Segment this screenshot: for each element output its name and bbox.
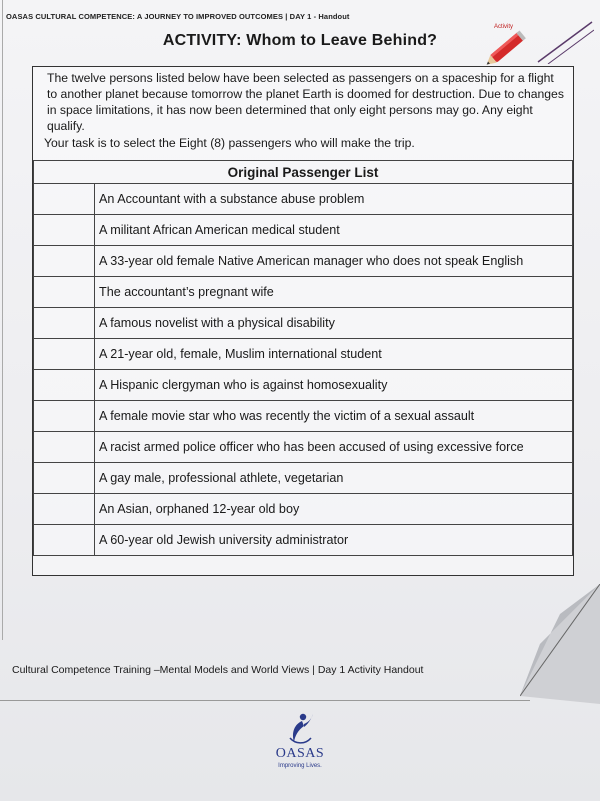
selection-cell[interactable] bbox=[34, 432, 95, 463]
footer-divider bbox=[0, 700, 530, 701]
table-row bbox=[34, 246, 573, 277]
svg-text:Activity: Activity bbox=[494, 24, 514, 30]
table-row bbox=[34, 401, 573, 432]
program-header: OASAS CULTURAL COMPETENCE: A JOURNEY TO IMPROVED OUTCOMES | DAY 1 - Handout bbox=[6, 12, 350, 21]
table-row bbox=[34, 525, 573, 556]
selection-cell[interactable] bbox=[34, 277, 95, 308]
passenger-description: An Accountant with a substance abuse problem bbox=[95, 184, 573, 215]
table-row bbox=[34, 339, 573, 370]
passenger-description: A 33-year old female Native American manager who does not speak English bbox=[95, 246, 573, 277]
selection-cell[interactable] bbox=[34, 308, 95, 339]
table-row bbox=[34, 432, 573, 463]
selection-cell[interactable] bbox=[34, 494, 95, 525]
selection-cell[interactable] bbox=[34, 184, 95, 215]
selection-cell[interactable] bbox=[34, 246, 95, 277]
passenger-description: A 60-year old Jewish university administrator bbox=[95, 525, 573, 556]
passenger-description: The accountant’s pregnant wife bbox=[95, 277, 573, 308]
passenger-description: A militant African American medical student bbox=[95, 215, 573, 246]
selection-cell[interactable] bbox=[34, 370, 95, 401]
footer-text: Cultural Competence Training –Mental Models and World Views | Day 1 Activity Handout bbox=[12, 664, 424, 676]
person-logo-icon bbox=[285, 712, 315, 746]
page-curl bbox=[520, 584, 600, 704]
selection-cell[interactable] bbox=[34, 525, 95, 556]
selection-cell[interactable] bbox=[34, 463, 95, 494]
logo-name: OASAS bbox=[275, 746, 325, 761]
passenger-description: A racist armed police officer who has been accused of using excessive force bbox=[95, 432, 573, 463]
intro-paragraph: The twelve persons listed below have been selected as passengers on a spaceship for a flight to another planet because tomorrow the planet Earth is doomed for destruction. Due to changes in space limitations, it has now been determined that only eight persons may go. Any eight qualify. bbox=[47, 71, 564, 133]
passenger-description: A gay male, professional athlete, vegetarian bbox=[95, 463, 573, 494]
selection-cell[interactable] bbox=[34, 401, 95, 432]
selection-cell[interactable] bbox=[34, 339, 95, 370]
table-row bbox=[34, 215, 573, 246]
table-row bbox=[34, 277, 573, 308]
table-row bbox=[34, 463, 573, 494]
table-row bbox=[34, 494, 573, 525]
table-heading: Original Passenger List bbox=[34, 161, 573, 184]
page-edge bbox=[2, 0, 3, 640]
task-instruction: Your task is to select the Eight (8) passengers who will make the trip. bbox=[44, 136, 415, 150]
selection-cell[interactable] bbox=[34, 215, 95, 246]
passenger-description: A Hispanic clergyman who is against homosexuality bbox=[95, 370, 573, 401]
page-title: ACTIVITY: Whom to Leave Behind? bbox=[162, 32, 438, 49]
table-row bbox=[34, 308, 573, 339]
passenger-description: A 21-year old, female, Muslim international student bbox=[95, 339, 573, 370]
passenger-description: A famous novelist with a physical disability bbox=[95, 308, 573, 339]
passenger-description: A female movie star who was recently the victim of a sexual assault bbox=[95, 401, 573, 432]
table-row bbox=[34, 370, 573, 401]
logo-tagline: Improving Lives. bbox=[278, 763, 322, 769]
oasas-logo bbox=[260, 712, 340, 782]
passenger-description: An Asian, orphaned 12-year old boy bbox=[95, 494, 573, 525]
table-row bbox=[34, 184, 573, 215]
corner-decoration bbox=[534, 20, 594, 64]
passenger-table bbox=[33, 160, 573, 556]
